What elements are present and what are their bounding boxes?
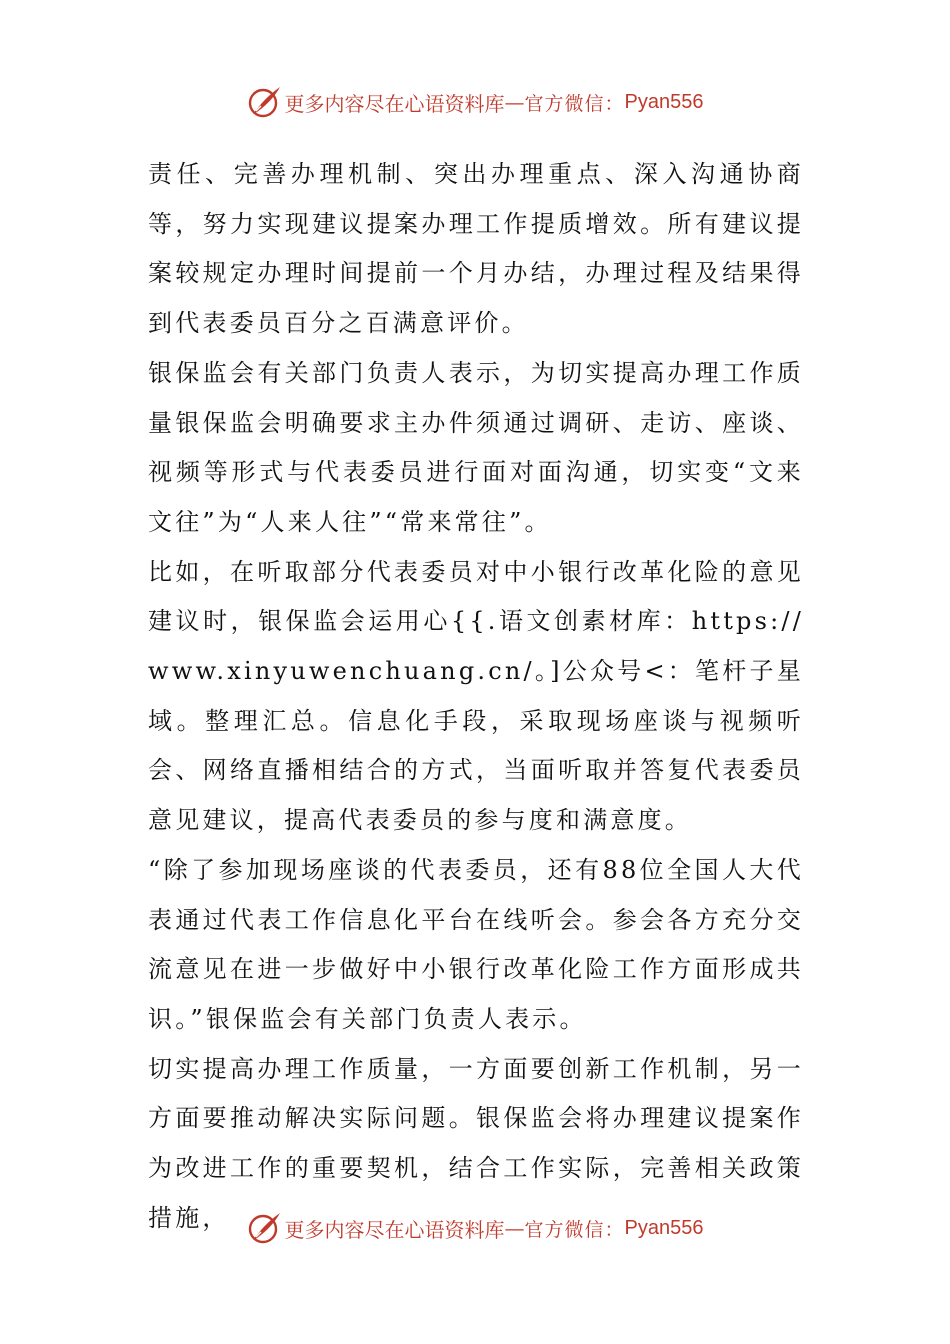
footer-site-text: 更多内容尽在心语资料库 <box>284 1217 505 1242</box>
header-site-text: 更多内容尽在心语资料库 <box>284 91 505 116</box>
quill-circle-icon <box>247 84 283 120</box>
header-banner <box>0 82 950 122</box>
footer-wechat-id: Pyan556 <box>624 1216 704 1239</box>
header-wechat-label: 官方微信： <box>524 92 625 115</box>
header-dash: — <box>504 90 525 114</box>
paragraph-4: “除了参加现场座谈的代表委员，还有88位全国人大代表通过代表工作信息化平台在线听会。参会各方充分交流意见在进一步做好中小银行改革化险工作方面形成共识。”银保监会有关部门负责人表示。 <box>148 855 804 1033</box>
paragraph-5: 切实提高办理工作质量，一方面要创新工作机制，另一方面要推动解决实际问题。银保监会将办理建议提案作为改进工作的重要契机，结合工作实际，完善相关政策措施， <box>148 1054 804 1232</box>
document-body <box>148 150 804 1243</box>
header-wechat-id: Pyan556 <box>624 90 704 113</box>
footer-wechat-label: 官方微信： <box>524 1218 625 1241</box>
quill-circle-icon <box>247 1210 283 1246</box>
paragraph-1: 责任、完善办理机制、突出办理重点、深入沟通协商等，努力实现建议提案办理工作提质增效。所有建议提案较规定办理时间提前一个月办结，办理过程及结果得到代表委员百分之百满意评价。 <box>148 160 804 338</box>
paragraph-2: 银保监会有关部门负责人表示，为切实提高办理工作质量银保监会明确要求主办件须通过调研、走访、座谈、视频等形式与代表委员进行面对面沟通，切实变“文来文往”为“人来人往”“常来常往”。 <box>148 358 804 536</box>
footer-dash: — <box>504 1216 525 1240</box>
footer-banner <box>0 1208 950 1248</box>
paragraph-3: 比如，在听取部分代表委员对中小银行改革化险的意见建议时，银保监会运用心{{.语文创素材库：https://www.xinyuwenchuang.cn/。]公众号<：笔杆子星域。整理汇总。信息化手段，采取现场座谈与视频听会、网络直播相结合的方式，当面听取并答复代表委员意见建议，提高代表委员的参与度和满意度。 <box>148 557 804 835</box>
